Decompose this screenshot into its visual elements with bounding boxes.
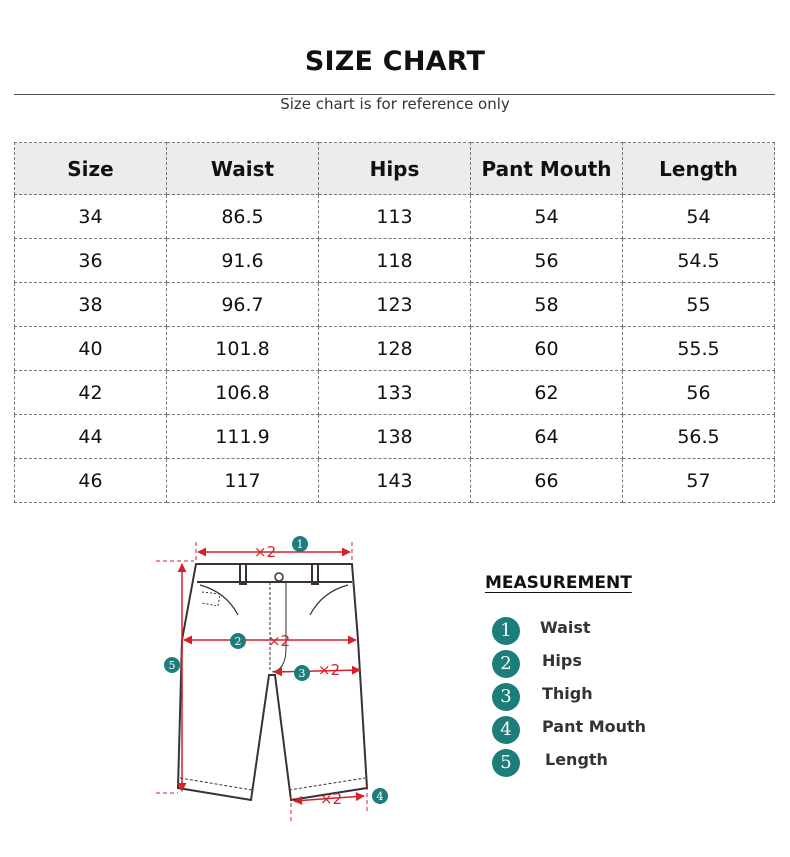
legend-label: Thigh bbox=[542, 684, 593, 703]
number-4-icon: 4 bbox=[492, 716, 520, 744]
cell-pant-mouth: 66 bbox=[471, 459, 623, 503]
pant-mouth-multiplier: ×2 bbox=[320, 790, 343, 808]
number-5-icon: 5 bbox=[492, 749, 520, 777]
legend-label: Length bbox=[545, 750, 608, 769]
marker-2: 2 bbox=[234, 635, 242, 648]
cell-length: 55 bbox=[623, 283, 775, 327]
marker-4: 4 bbox=[376, 790, 384, 803]
marker-3: 3 bbox=[298, 667, 306, 680]
coin-pocket bbox=[202, 592, 220, 606]
cell-pant-mouth: 58 bbox=[471, 283, 623, 327]
cell-size: 36 bbox=[15, 239, 167, 283]
cell-length: 55.5 bbox=[623, 327, 775, 371]
cell-hips: 138 bbox=[319, 415, 471, 459]
measurement-title: MEASUREMENT bbox=[485, 573, 632, 593]
cell-waist: 111.9 bbox=[167, 415, 319, 459]
marker-1: 1 bbox=[296, 538, 304, 551]
button-icon bbox=[275, 573, 283, 581]
cell-waist: 86.5 bbox=[167, 195, 319, 239]
cell-length: 56 bbox=[623, 371, 775, 415]
cell-waist: 91.6 bbox=[167, 239, 319, 283]
cell-size: 40 bbox=[15, 327, 167, 371]
waist-multiplier: ×2 bbox=[254, 543, 277, 561]
shorts-body bbox=[178, 564, 367, 800]
hem-left bbox=[180, 778, 252, 790]
cell-pant-mouth: 64 bbox=[471, 415, 623, 459]
legend-label: Waist bbox=[540, 618, 591, 637]
size-table bbox=[14, 142, 775, 503]
table-header-row bbox=[15, 143, 775, 195]
header-size: Size bbox=[15, 143, 167, 195]
cell-hips: 133 bbox=[319, 371, 471, 415]
shorts-outline bbox=[178, 564, 367, 800]
cell-length: 54 bbox=[623, 195, 775, 239]
cell-pant-mouth: 54 bbox=[471, 195, 623, 239]
table-row bbox=[15, 415, 775, 459]
cell-length: 56.5 bbox=[623, 415, 775, 459]
hem-right bbox=[289, 778, 365, 790]
legend-label: Pant Mouth bbox=[542, 717, 647, 736]
cell-hips: 123 bbox=[319, 283, 471, 327]
cell-pant-mouth: 62 bbox=[471, 371, 623, 415]
cell-hips: 128 bbox=[319, 327, 471, 371]
cell-pant-mouth: 56 bbox=[471, 239, 623, 283]
cell-hips: 143 bbox=[319, 459, 471, 503]
cell-length: 57 bbox=[623, 459, 775, 503]
hips-multiplier: ×2 bbox=[268, 632, 291, 650]
cell-length: 54.5 bbox=[623, 239, 775, 283]
thigh-arrow bbox=[274, 670, 360, 672]
pocket-right bbox=[310, 585, 348, 615]
header-waist: Waist bbox=[167, 143, 319, 195]
header-hips: Hips bbox=[319, 143, 471, 195]
cell-size: 44 bbox=[15, 415, 167, 459]
marker-5: 5 bbox=[168, 659, 176, 672]
cell-size: 46 bbox=[15, 459, 167, 503]
cell-size: 34 bbox=[15, 195, 167, 239]
legend-label: Hips bbox=[542, 651, 582, 670]
cell-hips: 118 bbox=[319, 239, 471, 283]
cell-waist: 106.8 bbox=[167, 371, 319, 415]
table-row bbox=[15, 239, 775, 283]
shorts-measurement-diagram bbox=[148, 530, 398, 830]
table-row bbox=[15, 371, 775, 415]
table-row bbox=[15, 459, 775, 503]
cell-pant-mouth: 60 bbox=[471, 327, 623, 371]
table-row bbox=[15, 327, 775, 371]
fly-curve bbox=[272, 582, 286, 672]
page-subtitle: Size chart is for reference only bbox=[280, 95, 510, 113]
table-row bbox=[15, 283, 775, 327]
header-length: Length bbox=[623, 143, 775, 195]
cell-waist: 117 bbox=[167, 459, 319, 503]
cell-size: 38 bbox=[15, 283, 167, 327]
number-2-icon: 2 bbox=[492, 650, 520, 678]
table-row bbox=[15, 195, 775, 239]
number-3-icon: 3 bbox=[492, 683, 520, 711]
cell-hips: 113 bbox=[319, 195, 471, 239]
thigh-multiplier: ×2 bbox=[318, 661, 341, 679]
guide-lines bbox=[156, 542, 367, 822]
cell-size: 42 bbox=[15, 371, 167, 415]
header-pant-mouth: Pant Mouth bbox=[471, 143, 623, 195]
cell-waist: 101.8 bbox=[167, 327, 319, 371]
number-1-icon: 1 bbox=[492, 617, 520, 645]
page-title: SIZE CHART bbox=[304, 46, 486, 77]
cell-waist: 96.7 bbox=[167, 283, 319, 327]
